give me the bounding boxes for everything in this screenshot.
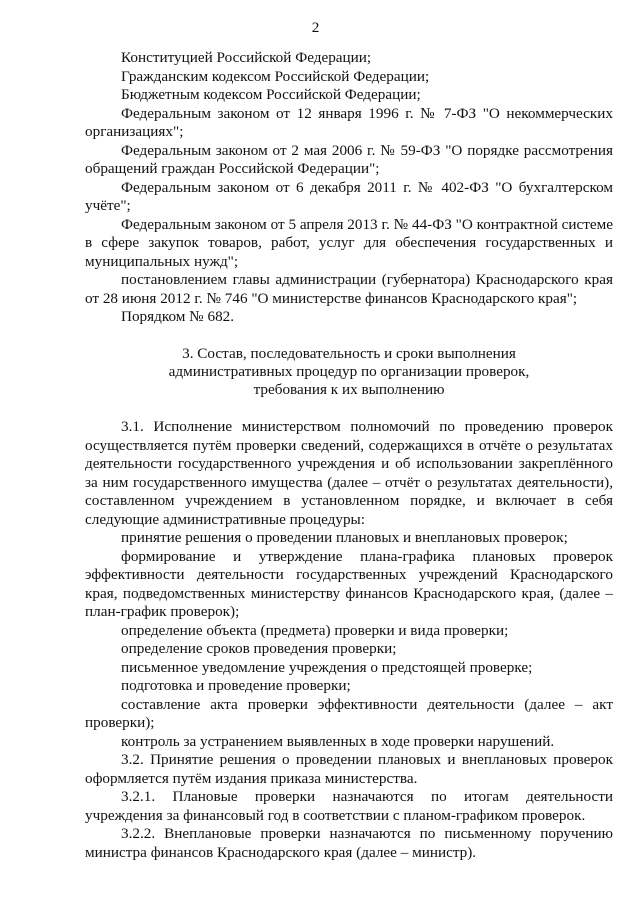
list-item: определение объекта (предмета) проверки и вида проверки; (121, 621, 509, 639)
paragraph: 3.2. Принятие решения о проведении плановых и внеплановых проверок оформляется путём издания приказа министерства. (85, 751, 613, 787)
section-heading-line: требования к их выполнению (253, 381, 445, 398)
section-body (85, 418, 613, 862)
list-item: письменное уведомление учреждения о предстоящей проверке; (121, 658, 533, 676)
list-item: Порядком № 682. (121, 308, 235, 325)
list-item: подготовка и проведение проверки; (121, 677, 351, 694)
section-heading-line: административных процедур по организации проверок, (168, 363, 530, 380)
list-item: контроль за устранением выявленных в ходе проверки нарушений. (121, 732, 555, 750)
list-item: Федеральным законом от 6 декабря 2011 г. № 402-ФЗ "О бухгалтерском учёте"; (85, 178, 613, 214)
list-item: составление акта проверки эффективности деятельности (далее – акт проверки); (85, 695, 613, 731)
list-item: Бюджетным кодексом Российской Федерации; (121, 86, 421, 103)
list-item: Федеральным законом от 2 мая 2006 г. № 59-ФЗ "О порядке рассмотрения обращений граждан Российской Федерации"; (85, 141, 613, 177)
section-heading-line: 3. Состав, последовательность и сроки выполнения (182, 345, 516, 362)
paragraph: 3.1. Исполнение министерством полномочий по проведению проверок осуществляется путём проверки сведений, содержащихся в отчёте о результатах деятельности государственного учреждения и об использовании закреплённого за ним государственного имущества (далее – отчёт о результатах деятельности), составленном учреждением в установленном порядке, и включает в себя следующие административные процедуры: (85, 418, 613, 528)
list-item: Федеральным законом от 12 января 1996 г. № 7-ФЗ "О некоммерческих организациях"; (85, 104, 613, 140)
list-item: Конституцией Российской Федерации; (121, 49, 372, 66)
list-item: определение сроков проведения проверки; (121, 640, 397, 657)
list-item: формирование и утверждение плана-графика плановых проверок эффективности деятельности государственных учреждений Краснодарского края, подведомственных министерству финансов Краснодарского края, (далее – план-график проверок); (85, 547, 613, 620)
list-item: принятие решения о проведении плановых и внеплановых проверок; (121, 529, 568, 546)
page-number: 2 (311, 19, 320, 36)
legal-basis-list (85, 49, 613, 327)
list-item: постановлением главы администрации (губернатора) Краснодарского края от 28 июня 2012 г. № 746 "О министерстве финансов Краснодарского края"; (85, 271, 613, 307)
section-heading (85, 345, 613, 399)
paragraph: 3.2.1. Плановые проверки назначаются по итогам деятельности учреждения за финансовый год в соответствии с планом-графиком проверок. (85, 788, 613, 824)
paragraph: 3.2.2. Внеплановые проверки назначаются по письменному поручению министра финансов Краснодарского края (далее – министр). (85, 825, 613, 861)
list-item: Федеральным законом от 5 апреля 2013 г. № 44-ФЗ "О контрактной системе в сфере закупок товаров, работ, услуг для обеспечения государственных и муниципальных нужд"; (85, 215, 613, 270)
list-item: Гражданским кодексом Российской Федерации; (121, 67, 430, 85)
